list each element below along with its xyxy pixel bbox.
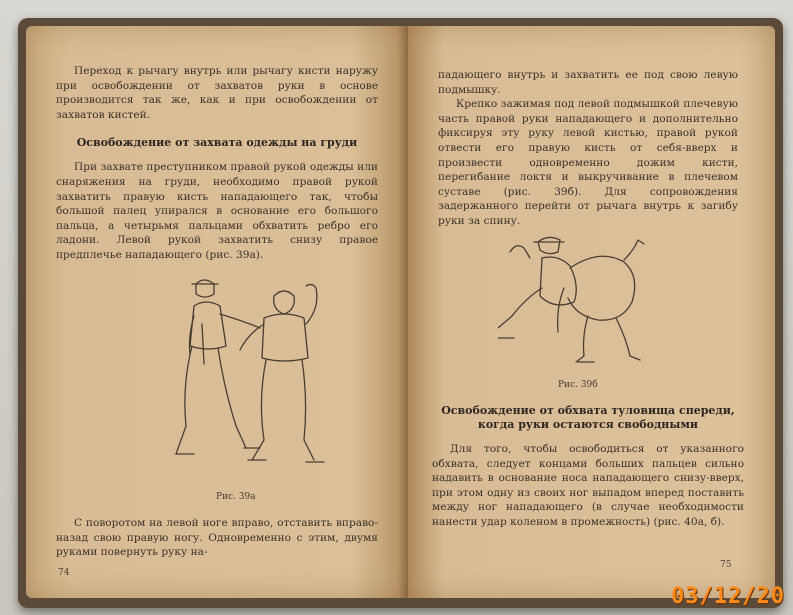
right-page-number: 75 (720, 560, 732, 570)
figure-39b-figures (498, 237, 644, 362)
left-page-text (56, 64, 378, 263)
figure-39a-attacker (176, 280, 260, 454)
left-section-heading: Освобождение от захвата одежды на груди (76, 136, 358, 150)
left-paragraph-1: Переход к рычагу внутрь или рычагу кисти наружу при освобождении от захватов руки в основе производится так же, как и при освобождении от захватов кистей. (56, 65, 378, 121)
right-page-text (438, 68, 738, 229)
left-paragraph-3: С поворотом на левой ноге вправо, отставить вправо-назад свою правую ногу. Одновременно с этим, двумя руками повернуть руку на- (56, 517, 378, 559)
left-page (26, 26, 408, 598)
left-paragraph-2: При захвате преступником правой рукой одежды или снаряжения на груди, необходимо правой рукой захватить правую кисть нападающего так, чтобы большой палец упирался в основание его большого пальца, а четырьмя пальцами обхватить ребро его ладони. Левой рукой захватить снизу правое предплечье нападающего (рис. 39а). (56, 161, 378, 261)
figure-39a-illustration (156, 266, 346, 486)
figure-39b-illustration (498, 228, 678, 368)
figure-39a-caption: Рис. 39а (216, 492, 256, 502)
right-paragraph-3: Для того, чтобы освободиться от указанного обхвата, следует концами больших пальцев сильно надавить в основание носа нападающего снизу-вверх, при этом одну из своих ног выпадом вперед поставить между ног нападающего (в случае необходимости нанести удар коленом в промежность) (рис. 40а, б). (432, 443, 744, 528)
right-page-bottom-text (432, 404, 744, 530)
right-section-heading: Освобождение от обхвата туловища спереди, когда руки остаются свободными (441, 404, 735, 431)
left-page-number: 74 (58, 568, 70, 578)
open-book (18, 18, 783, 608)
right-paragraph-2: Крепко зажимая под левой подмышкой плечевую часть правой руки нападающего и дополнительно фиксируя эту руку левой кистью, правой рукой отвести его правую кисть от себя-вверх и произвести одновременно дожим кисти, перегибание локтя и выкручивание в плечевом суставе (рис. 39б). Для сопровождения задержанного перейти от рычага внутрь к загибу руки за спину. (438, 98, 738, 227)
photo-date-stamp: 03/12/20 (671, 584, 785, 609)
right-paragraph-1: падающего внутрь и захватить ее под свою левую подмышку. (438, 69, 738, 96)
left-page-bottom-text (56, 516, 378, 560)
figure-39a-defender (240, 284, 324, 462)
figure-39b-caption: Рис. 39б (558, 380, 598, 390)
right-page (408, 26, 775, 598)
